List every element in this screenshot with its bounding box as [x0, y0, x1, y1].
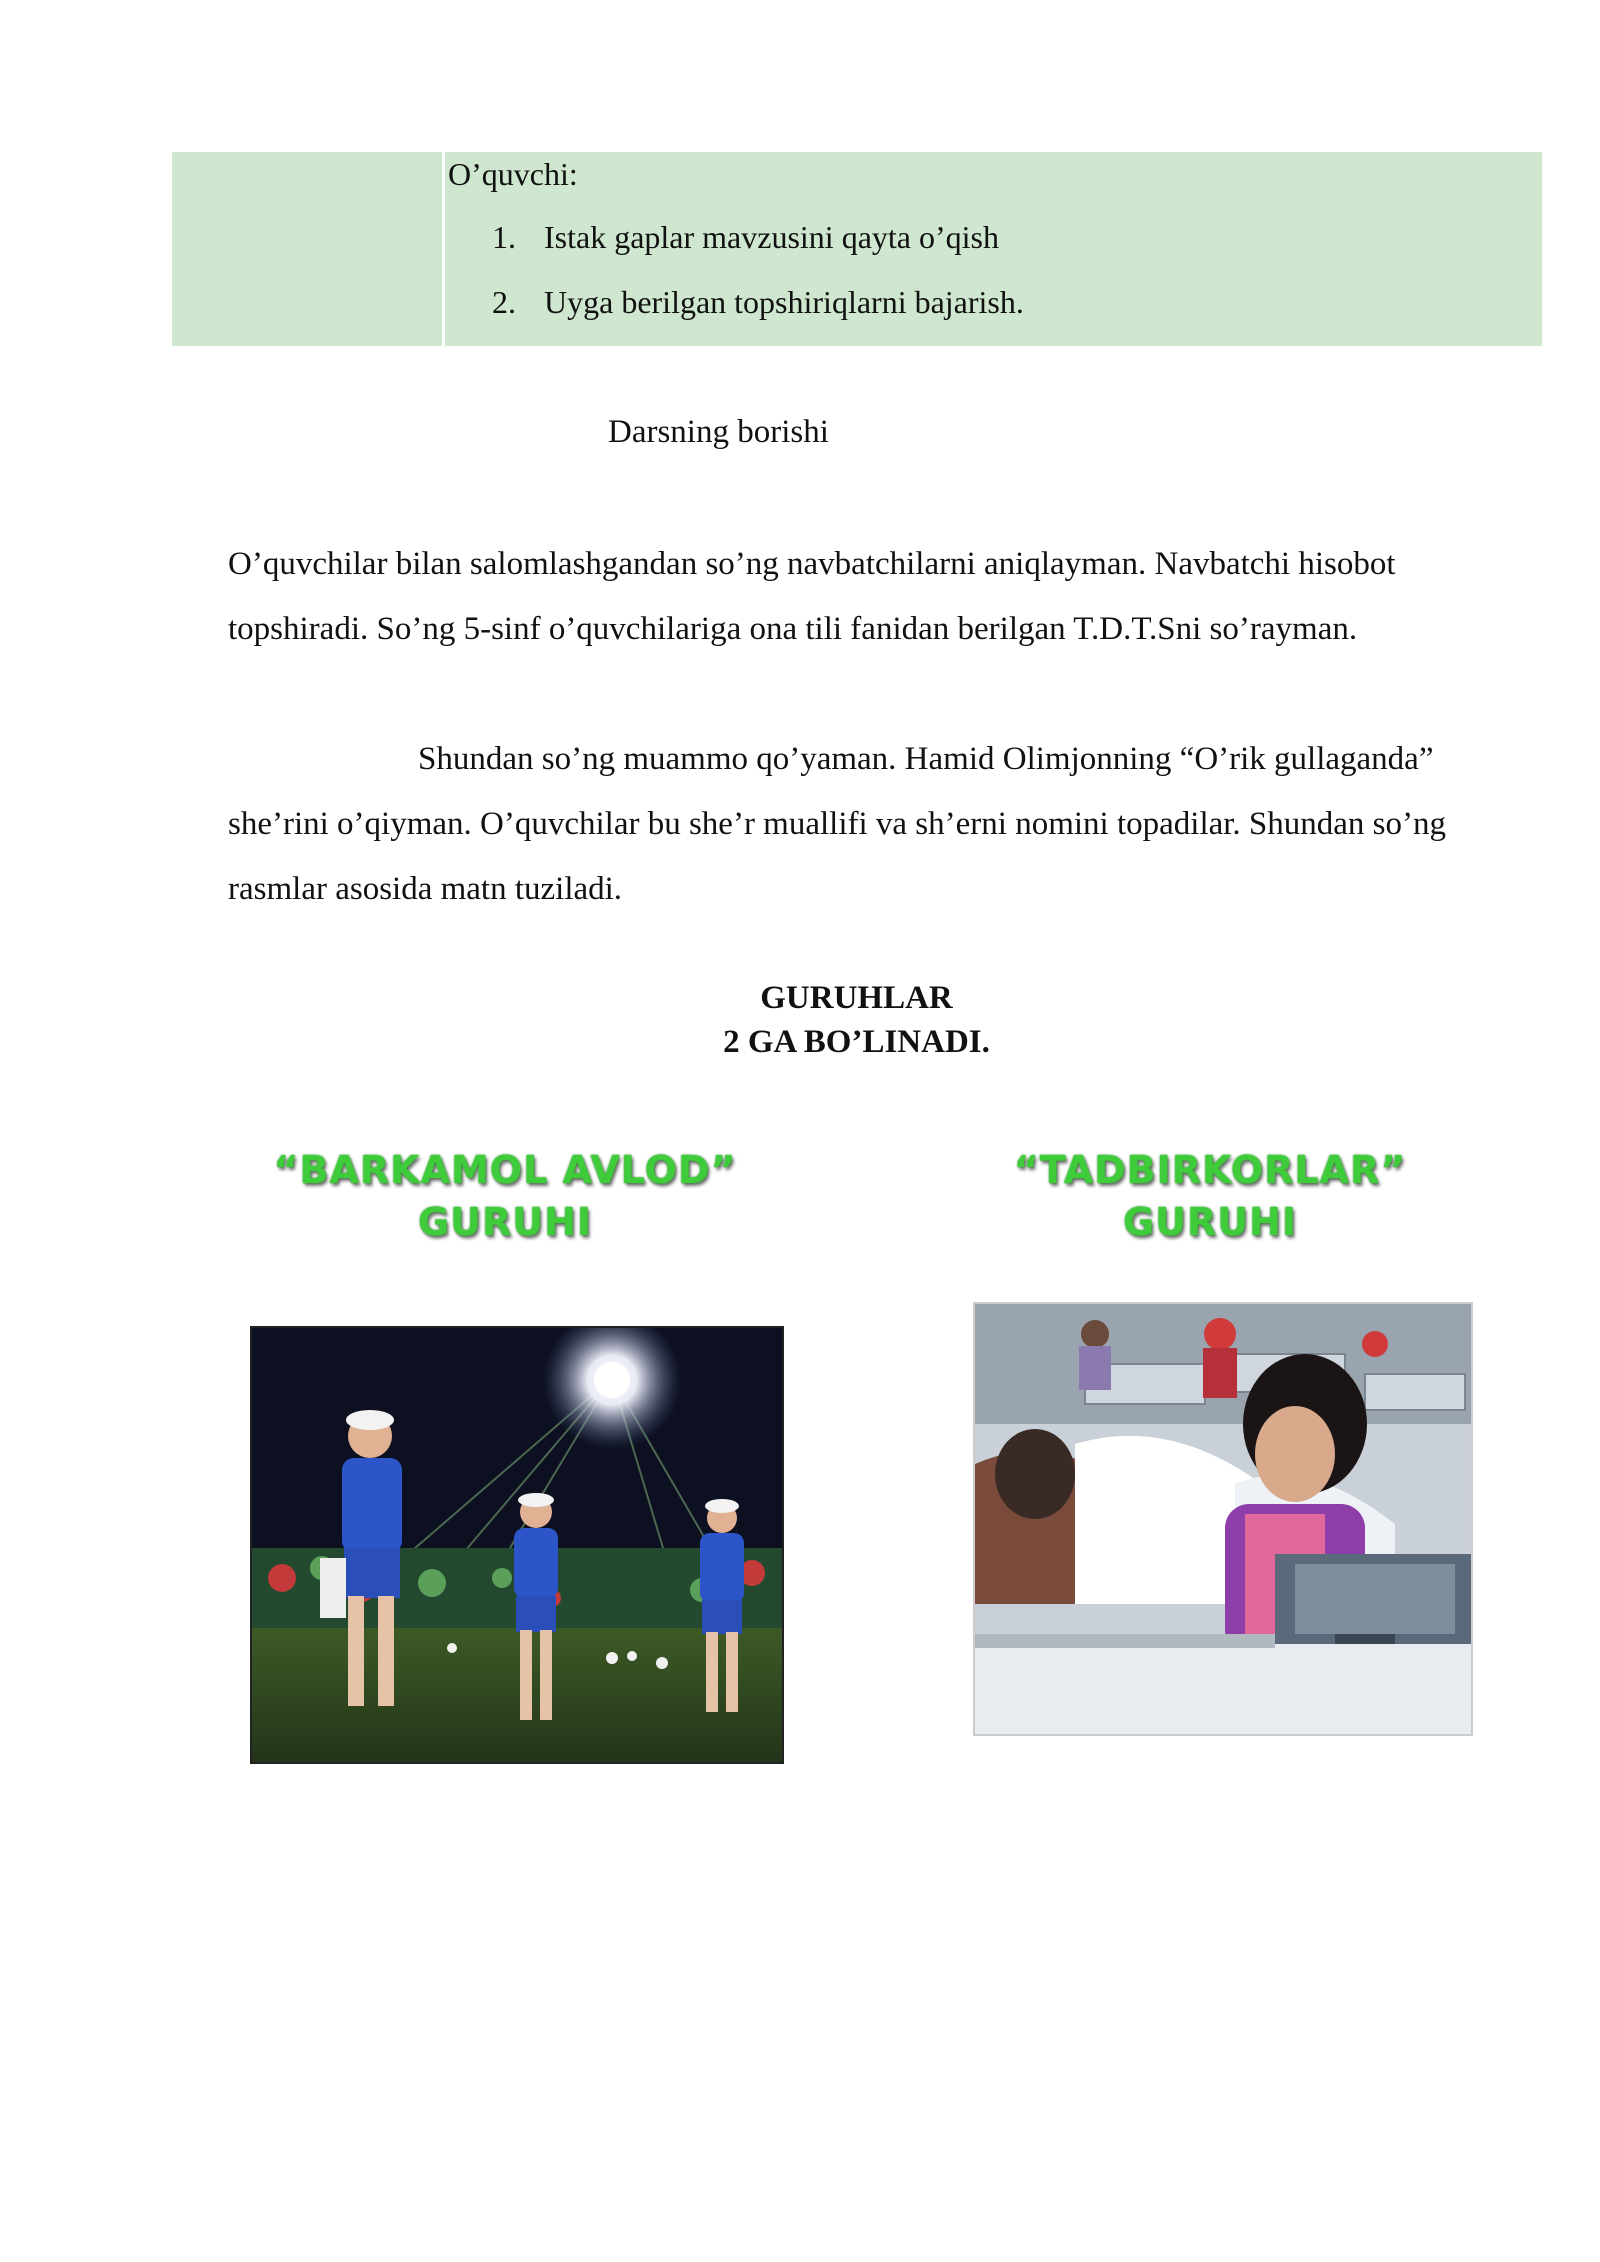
stadium-performers-photo	[250, 1326, 784, 1764]
group-title-line1: “BARKAMOL AVLOD”	[273, 1148, 737, 1192]
workshop-photo-illustration	[975, 1304, 1471, 1734]
pupil-label: O’quvchi:	[448, 156, 578, 192]
table-column-divider	[442, 152, 445, 346]
paragraph-2-text: Shundan so’ng muammo qo’yaman. Hamid Olimjonning “O’rik gullaganda” she’rini o’qiyman. O’quvchilar bu she’r muallifi va sh’erni nomini topadilar. Shundan so’ng rasmlar asosida matn tuziladi.	[228, 741, 1447, 907]
section-heading: Darsning borishi	[608, 414, 829, 450]
group-title-line1: “TADBIRKORLAR”	[1013, 1148, 1407, 1192]
task-item-2	[492, 284, 1024, 321]
group-title-line2: GURUHI	[1122, 1200, 1298, 1244]
task-text: Uyga berilgan topshiriqlarni bajarish.	[544, 284, 1024, 320]
paragraph-1: O’quvchilar bilan salomlashgandan so’ng navbatchilarni aniqlayman. Navbatchi hisobot topshiradi. So’ng 5-sinf o’quvchilariga ona tili fanidan berilgan T.D.T.Sni so’rayman.	[228, 546, 1396, 647]
groups-heading-line2: 2 GA BO’LINADI.	[723, 1024, 990, 1060]
group-title-line2: GURUHI	[417, 1200, 593, 1244]
groups-heading-line1: GURUHLAR	[760, 980, 953, 1016]
task-item-1	[492, 219, 999, 256]
groups-heading	[0, 976, 1600, 1064]
sewing-workshop-photo	[973, 1302, 1473, 1736]
paragraph-2	[228, 727, 1498, 922]
task-number: 2.	[492, 284, 516, 320]
task-number: 1.	[492, 219, 516, 255]
stadium-photo-illustration	[252, 1328, 782, 1762]
group-title-tadbirkorlar	[960, 1144, 1460, 1248]
task-text: Istak gaplar mavzusini qayta o’qish	[544, 219, 999, 255]
group-title-barkamol-avlod	[220, 1144, 790, 1248]
